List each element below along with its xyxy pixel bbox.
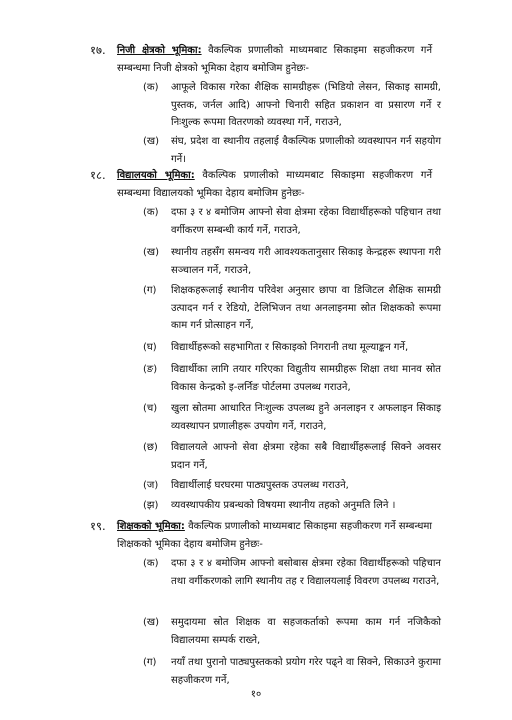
list-item: [143, 282, 441, 335]
list-item: [143, 79, 441, 132]
item-text: शिक्षकहरूलाई स्थानीय परिवेश अनुसार छापा वा डिजिटल शैक्षिक सामग्री उत्पादन गर्न र रेडियो, टेलिभिजन तथा अनलाइनमा स्रोत शिक्षकको रूपमा काम गर्न प्रोत्साहन गर्ने,: [171, 285, 441, 331]
list-item: [143, 477, 441, 495]
item-text: दफा ३ र ४ बमोजिम आफ्नो सेवा क्षेत्रमा रहेका विद्यार्थीहरूको पहिचान तथा वर्गीकरण सम्बन्धी कार्य गर्ने, गराउने,: [171, 207, 441, 236]
section-heading: [117, 167, 432, 202]
section-heading: [117, 42, 432, 77]
item-marker: (ज): [143, 480, 159, 491]
list-item: [143, 439, 441, 474]
page-number: १०: [250, 689, 262, 700]
item-marker: (ग): [143, 285, 157, 296]
list-item: [143, 133, 441, 168]
list-item: [143, 497, 441, 515]
section-number: १८.: [90, 168, 106, 182]
item-text: विद्यार्थीहरूको सहभागिता र सिकाइको निगरानी तथा मूल्याङ्कन गर्ने,: [171, 342, 409, 353]
list-item: [143, 361, 441, 396]
list-item: [143, 400, 441, 435]
item-marker: (झ): [143, 500, 159, 511]
section-number: १९.: [90, 519, 106, 533]
section-title: शिक्षकको भूमिका:: [117, 521, 185, 532]
item-marker: (ग): [143, 657, 157, 668]
section-intro: वैकल्पिक प्रणालीको माध्यमबाट सिकाइमा सहजीकरण गर्ने सम्बन्धमा विद्यालयको भूमिका देहाय बमोजिम हुनेछः-: [117, 170, 432, 199]
item-text: विद्यालयले आफ्नो सेवा क्षेत्रमा रहेका सबै विद्यार्थीहरूलाई सिक्ने अवसर प्रदान गर्ने,: [171, 442, 441, 471]
item-text: व्यवस्थापकीय प्रबन्धको विषयमा स्थानीय तहको अनुमति लिने ।: [171, 500, 396, 511]
section-intro: वैकल्पिक प्रणालीको माध्यमबाट सिकाइमा सहजीकरण गर्ने सम्बन्धमा शिक्षकको भूमिका देहाय बमोजिम हुनेछः-: [117, 521, 432, 550]
item-marker: (च): [143, 403, 158, 414]
item-text: संघ, प्रदेश वा स्थानीय तहलाई वैकल्पिक प्रणालीको व्यवस्थापन गर्न सहयोग गर्ने।: [171, 136, 441, 165]
section-title: विद्यालयको भूमिका:: [117, 170, 195, 181]
item-marker: (छ): [143, 442, 158, 453]
list-item: [143, 339, 441, 357]
section-heading: [117, 518, 432, 553]
list-item: [143, 555, 441, 590]
item-marker: (ङ): [143, 364, 158, 375]
item-text: आफूले विकास गरेका शैक्षिक सामग्रीहरू (भिडियो लेसन, सिकाइ सामग्री, पुस्तक, जर्नल आदि) आफ्नो चिनारी सहित प्रकाशन वा प्रसारण गर्ने र निःशुल्क रूपमा वितरणको व्यवस्था गर्ने, गराउने,: [171, 82, 441, 128]
item-marker: (क): [143, 558, 159, 569]
item-text: नयाँ तथा पुरानो पाठ्यपुस्तकको प्रयोग गरेर पढ्ने वा सिक्ने, सिकाउने कुरामा सहजीकरण गर्ने,: [171, 657, 441, 686]
section-number: १७.: [90, 43, 106, 57]
list-item: [143, 204, 441, 239]
item-text: खुला स्रोतमा आधारित निःशुल्क उपलब्ध हुने अनलाइन र अफलाइन सिकाइ व्यवस्थापन प्रणालीहरू उपयोग गर्ने, गराउने,: [171, 403, 441, 432]
item-text: स्थानीय तहसँग समन्वय गरी आवश्यकतानुसार सिकाइ केन्द्रहरू स्थापना गरी सञ्चालन गर्ने, गराउने,: [171, 247, 441, 276]
item-text: समुदायमा स्रोत शिक्षक वा सहजकर्ताको रूपमा काम गर्न नजिकैको विद्यालयमा सम्पर्क राख्ने,: [171, 617, 441, 646]
item-marker: (घ): [143, 342, 157, 353]
list-item: [143, 654, 441, 689]
item-text: विद्यार्थीका लागि तयार गरिएका विद्युतीय सामग्रीहरू शिक्षा तथा मानव स्रोत विकास केन्द्रको इ-लर्निङ पोर्टलमा उपलब्ध गराउने,: [171, 364, 441, 393]
item-marker: (ख): [143, 136, 159, 147]
list-item: [143, 614, 441, 649]
item-marker: (ख): [143, 247, 159, 258]
item-text: विद्यार्थीलाई घरघरमा पाठ्यपुस्तक उपलब्ध गराउने,: [171, 480, 349, 491]
item-marker: (ख): [143, 617, 159, 628]
list-item: [143, 244, 441, 279]
section-intro: वैकल्पिक प्रणालीको माध्यमबाट सिकाइमा सहजीकरण गर्ने सम्बन्धमा निजी क्षेत्रको भूमिका देहाय बमोजिम हुनेछः-: [117, 45, 432, 74]
item-marker: (क): [143, 82, 159, 93]
section-title: निजी क्षेत्रको भूमिका:: [117, 45, 202, 56]
item-marker: (क): [143, 207, 159, 218]
item-text: दफा ३ र ४ बमोजिम आफ्नो बसोबास क्षेत्रमा रहेका विद्यार्थीहरूको पहिचान तथा वर्गीकरणको लागि स्थानीय तह र विद्यालयलाई विवरण उपलब्ध गराउने,: [171, 558, 441, 587]
